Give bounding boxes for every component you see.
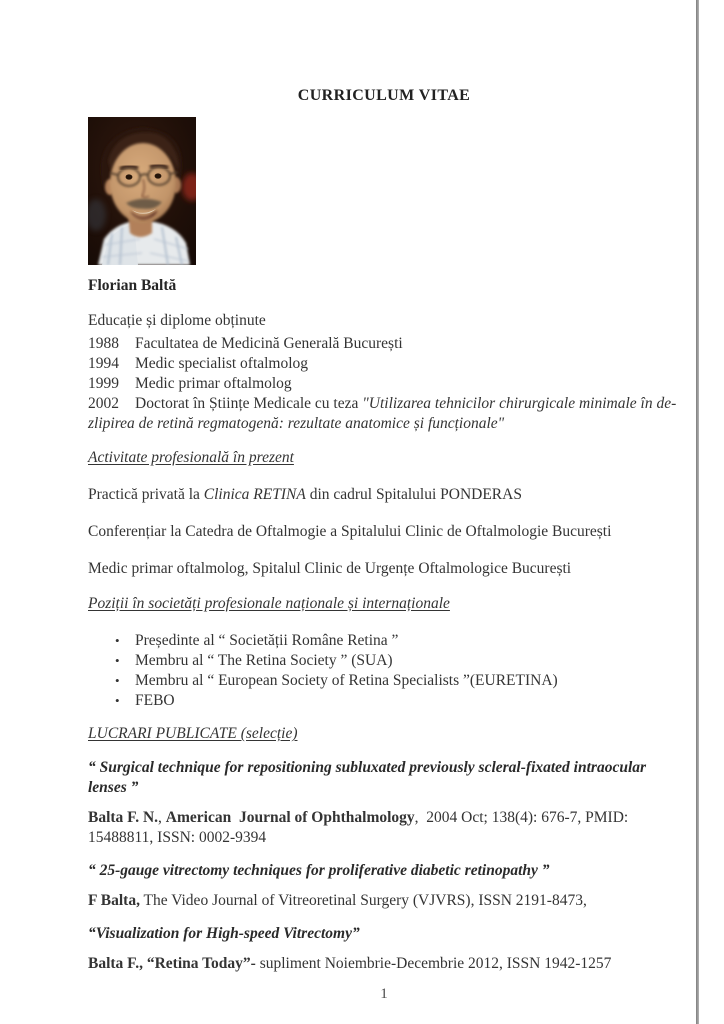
education-list: [88, 334, 680, 434]
bullet-icon: •: [115, 633, 120, 648]
publication-citation: [88, 954, 680, 974]
position-item: [88, 631, 680, 651]
publication-authors: Balta F. N.: [88, 809, 159, 826]
position-text: Membru al “ The Retina Society ” (SUA): [135, 652, 393, 669]
publication-authors: Balta F., “Retina Today”-: [88, 955, 256, 972]
publication-title: “ 25-gauge vitrectomy techniques for proliferative diabetic retinopathy ”: [88, 862, 550, 879]
publication-citation: [88, 808, 680, 848]
publication-citation: [88, 891, 680, 911]
publication-authors: F Balta,: [88, 892, 140, 909]
education-year: 1988: [88, 335, 119, 352]
page-content: [88, 0, 680, 1004]
publication-details: , 2004 Oct; 138(4): 676-7, PMID: 15488811, ISSN: 0002-9394: [88, 809, 633, 846]
position-item: [88, 691, 680, 711]
bullet-icon: •: [115, 673, 120, 688]
publication-journal: American Journal of Ophthalmology: [165, 809, 415, 826]
education-heading: Educație și diplome obținute: [88, 312, 266, 329]
position-text: FEBO: [135, 692, 175, 709]
education-year: 1994: [88, 355, 119, 372]
position-item: [88, 651, 680, 671]
published-works-heading: LUCRARI PUBLICATE (selecție): [88, 725, 298, 742]
profile-photo: [88, 117, 196, 265]
person-name: Florian Baltă: [88, 277, 177, 294]
bullet-icon: •: [115, 653, 120, 668]
publication-details: supliment Noiembrie-Decembrie 2012, ISSN 1942-1257: [255, 955, 612, 972]
activity-lecturer: Conferențiar la Catedra de Oftalmogie a Spitalului Clinic de Oftalmologie București: [88, 523, 612, 540]
publication-title: “ Surgical technique for repositioning subluxated previously scleral-fixated intraocular lenses ”: [88, 759, 650, 796]
education-entry-thesis: [88, 394, 680, 434]
activity-primary-physician: Medic primar oftalmolog, Spitalul Clinic de Urgențe Oftalmologice București: [88, 560, 572, 577]
activity-private-practice: [88, 485, 680, 505]
education-entry: [88, 354, 680, 374]
thesis-title-line1: "Utilizarea tehnicilor chirurgicale minimale în de-: [362, 395, 677, 412]
position-text: Președinte al “ Societății Române Retina ”: [135, 632, 399, 649]
portrait-photo-icon: [88, 117, 196, 265]
current-activity-heading: Activitate profesională în prezent: [88, 449, 294, 466]
page-title: CURRICULUM VITAE: [297, 87, 471, 104]
education-text: Facultatea de Medicină Generală București: [135, 335, 403, 352]
position-item: [88, 671, 680, 691]
clinic-name: Clinica RETINA: [203, 486, 306, 503]
education-year: 1999: [88, 375, 119, 392]
activity-text-suffix: din cadrul Spitalului PONDERAS: [305, 486, 522, 503]
professional-positions-heading: Poziții în societăți profesionale naționale și internaționale: [88, 595, 450, 612]
education-entry: [88, 374, 680, 394]
thesis-title-line2: zlipirea de retină regmatogenă: rezultate anatomice și funcționale": [88, 415, 505, 432]
education-year: 2002: [88, 395, 119, 412]
bullet-icon: •: [115, 693, 120, 708]
page-right-edge-divider: [696, 0, 699, 1024]
activity-text-prefix: Practică privată la: [88, 486, 204, 503]
publication-details: The Video Journal of Vitreoretinal Surgery (VJVRS), ISSN 2191-8473,: [139, 892, 587, 909]
education-text: Doctorat în Științe Medicale cu teza: [135, 395, 363, 412]
publication-title: “Visualization for High-speed Vitrectomy”: [88, 925, 360, 942]
positions-list: [88, 631, 680, 711]
page-number: 1: [380, 986, 388, 1002]
education-entry: [88, 334, 680, 354]
position-text: Membru al “ European Society of Retina Specialists ”(EURETINA): [135, 672, 558, 689]
education-text: Medic primar oftalmolog: [135, 375, 292, 392]
citation-separator: ,: [158, 809, 166, 826]
education-text: Medic specialist oftalmolog: [135, 355, 309, 372]
